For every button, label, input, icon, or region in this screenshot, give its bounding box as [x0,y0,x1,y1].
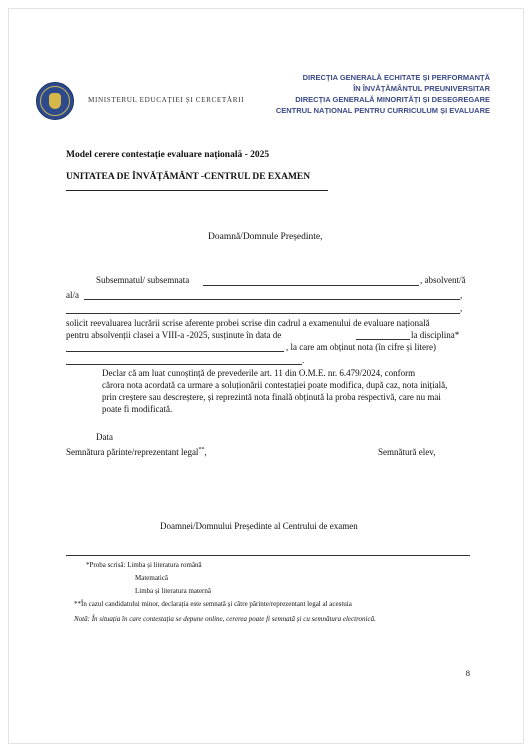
school-label: al/a [66,290,79,300]
discipline-label: la disciplina* [411,330,460,340]
declaration-line-3: prin creștere sau descreștere, și reprezintă nota finală obținută la proba respectivă, care nu mai [102,392,441,402]
request-text: solicit reevaluarea lucrării scrise aferente probei scrise din cadrul a examenului de evaluare națională [66,318,430,328]
directorate-line-1: DIRECȚIA GENERALĂ ECHITATE ȘI PERFORMANȚĂ [302,73,490,82]
graduate-label: , absolvent/ă [420,275,466,285]
coat-of-arms-icon [49,93,61,109]
discipline-blank[interactable] [66,351,284,352]
footnote-mother-tongue: Limba și literatura maternă [135,587,211,595]
government-logo [36,82,74,120]
footnote-separator [66,555,470,556]
directorate-line-2: ÎN ÎNVĂȚĂMÂNTUL PREUNIVERSITAR [353,84,490,93]
declaration-line-4: poate fi modificată. [102,404,173,414]
parent-signature-text: Semnătura părinte/reprezentant legal [66,447,199,457]
online-note: Notă: În situația în care contestația se depune online, cererea poate fi semnată și cu semnătura electronică. [74,615,376,623]
name-blank[interactable] [203,285,419,286]
grade-blank[interactable] [66,364,302,365]
student-signature-label: Semnătură elev, [378,447,436,457]
extra-blank[interactable] [66,313,460,314]
grade-label: , la care am obținut nota (în cifre și litere) [286,342,436,352]
declaration-line-2: cărora nota acordată ca urmare a soluționării contestației poate modifica, după caz, nota inițială, [102,380,448,390]
exam-center-line [66,190,328,191]
directorate-line-3: DIRECȚIA GENERALĂ MINORITĂȚI ȘI DESEGREGARE [295,95,490,104]
declaration-line-1: Declar că am luat cunoștință de prevederile art. 11 din O.M.E. nr. 6.479/2024, conform [102,368,416,378]
parent-signature-label [66,447,207,457]
school-comma: , [460,290,463,300]
ministry-name: MINISTERUL EDUCAȚIEI ȘI CERCETĂRII [88,96,245,104]
document-title: Model cerere contestație evaluare națională - 2025 [66,150,270,160]
footnote-disciplines: *Proba scrisă: Limba și literatura română [86,561,202,569]
extra-comma: , [460,303,463,313]
parent-signature-comma: , [204,447,207,457]
date-label: Data [96,432,113,442]
exam-center-heading: UNITATEA DE ÎNVĂȚĂMÂNT -CENTRUL DE EXAMEN [66,172,311,182]
footnote-minor: **În cazul candidatului minor, declarația este semnată și către părinte/reprezentant legal al acestuia [74,600,352,608]
salutation: Doamnă/Domnule Președinte, [208,232,323,242]
directorate-line-4: CENTRUL NAȚIONAL PENTRU CURRICULUM ȘI EVALUARE [275,106,490,115]
school-blank[interactable] [84,299,460,300]
grade-period: . [302,355,305,365]
name-label: Subsemnatul/ subsemnata [96,275,190,285]
exam-date-blank[interactable] [356,339,410,340]
footnote-math: Matematică [135,574,169,582]
header-directorates [276,72,490,116]
page-number: 8 [465,668,470,678]
parent-signature-mark: ** [198,447,205,453]
addressee: Doamnei/Domnului Președinte al Centrului de examen [160,521,358,531]
exam-date-label: pentru absolvenții clasei a VIII-a -2025, susținute în data de [66,330,282,340]
